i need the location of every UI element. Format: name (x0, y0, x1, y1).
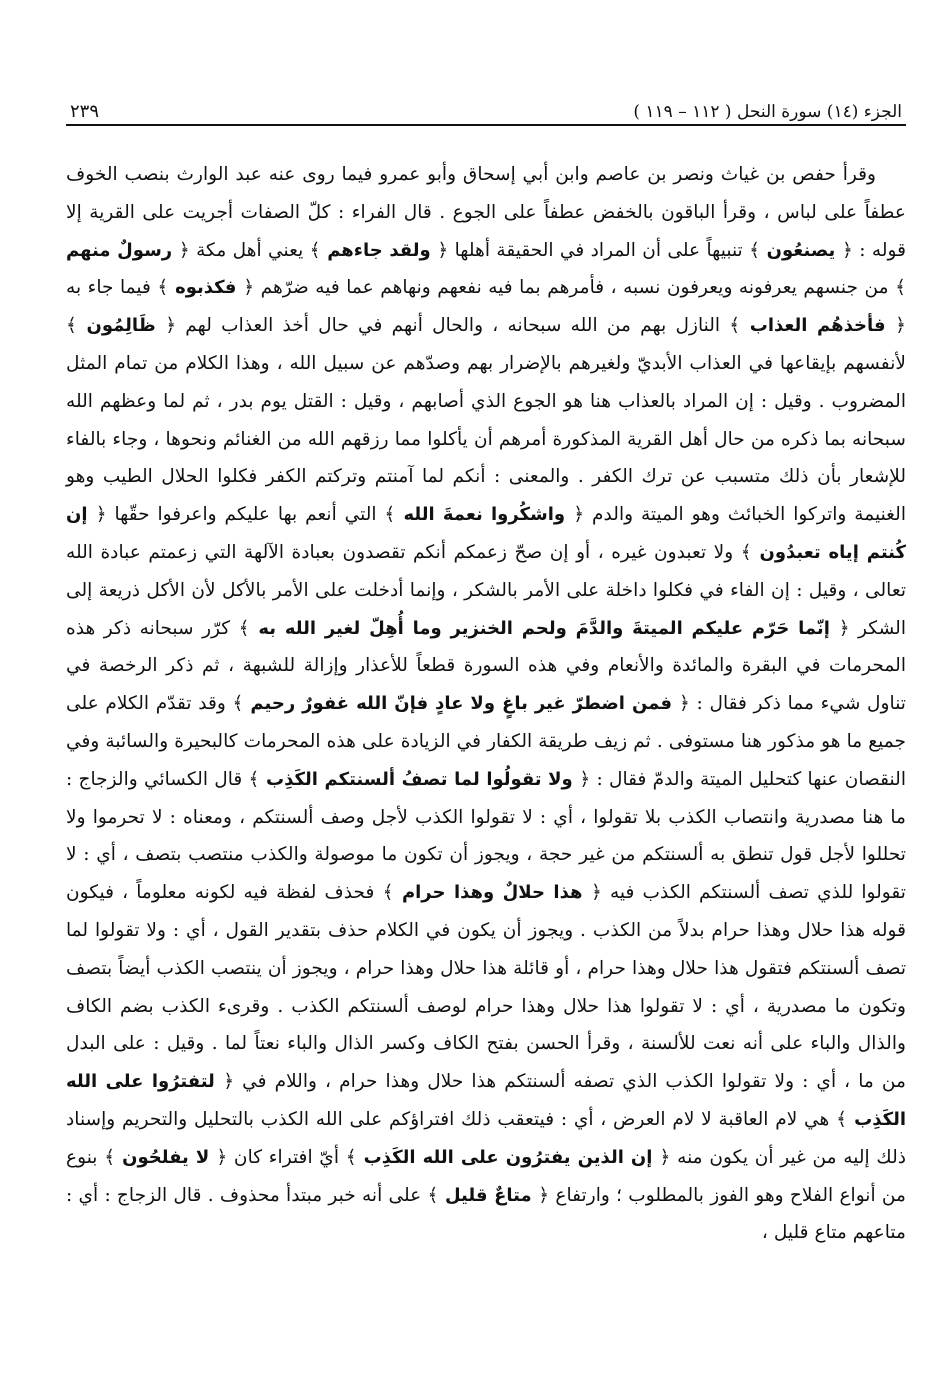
quran-phrase: إن كُنتم إياه تعبدُون (66, 504, 906, 563)
quran-phrase: لا يفلحُون (115, 1146, 217, 1168)
quran-phrase: إنّما حَرّم عليكم الميتةَ والدَّمَ ولحم الخنزير وما أُهِلّ لغير الله به (249, 617, 839, 639)
quran-phrase: ولقد جاءهم (320, 239, 438, 261)
body-text (66, 156, 906, 1252)
quran-phrase: فأخذهُم العذاب (740, 315, 896, 337)
quran-phrase: ولا تقولُوا لما تصفُ ألسنتكم الكَذِب (259, 768, 580, 790)
quran-phrase: فكذبوه (168, 277, 244, 299)
quran-phrase: متاعٌ قليل (438, 1184, 539, 1206)
quran-phrase: هذا حلالٌ وهذا حرام (393, 882, 591, 904)
quran-phrase: يصنعُون (759, 239, 843, 261)
body-paragraph-content: وقرأ حفص بن غياث ونصر بن عاصم وابن أبي إسحاق وأبو عمرو فيما روى عنه عبد الوارث بنصب الخوف عطفاً على لباس ، وقرأ الباقون بالخفض عطفاً على الجوع . قال الفراء : كلّ الصفات أجريت على القرية إلا قوله : ﴿ يصنعُون ﴾ تنبيهاً على أن المراد في الحقيقة أهلها ﴿ ولقد جاءهم ﴾ يعني أهل مكة ﴿ رسولٌ منهم ﴾ من جنسهم يعرفونه ويعرفون نسبه ، فأمرهم بما فيه نفعهم ونهاهم عما فيه ضرّهم ﴿ فكذبوه ﴾ فيما جاء به ﴿ فأخذهُم العذاب ﴾ النازل بهم من الله سبحانه ، والحال أنهم في حال أخذ العذاب لهم ﴿ ظَالِمُون ﴾ لأنفسهم بإيقاعها في العذاب الأبديّ ولغيرهم بالإضرار بهم وصدّهم عن سبيل الله ، وهذا الكلام من تمام المثل المضروب . وقيل : إن المراد بالعذاب هنا هو الجوع الذي أصابهم ، وقيل : القتل يوم بدر ، ثم لما وعظهم الله سبحانه بما ذكره من حال أهل القرية المذكورة أمرهم أن يأكلوا مما رزقهم الله من الغنائم ونحوها ، وجاء بالفاء للإشعار بأن ذلك متسبب عن ترك الكفر . والمعنى : أنكم لما آمنتم وتركتم الكفر فكلوا الحلال الطيب وهو الغنيمة واتركوا الخبائث وهو الميتة والدم ﴿ واشكُروا نعمةَ الله ﴾ التي أنعم بها عليكم واعرفوا حقّها ﴿ إن كُنتم إياه تعبدُون ﴾ ولا تعبدون غيره ، أو إن صحّ زعمكم أنكم تقصدون بعبادة الآلهة التي زعمتم عبادة الله تعالى ، وقيل : إن الفاء في فكلوا داخلة على الأمر بالشكر ، وإنما أدخلت على الأمر بالأكل لأن الأكل ذريعة إلى الشكر ﴿ إنّما حَرّم عليكم الميتةَ والدَّمَ ولحم الخنزير وما أُهِلّ لغير الله به ﴾ كرّر سبحانه ذكر هذه المحرمات في البقرة والمائدة والأنعام وفي هذه السورة قطعاً للأعذار وإزالة للشبهة ، ثم ذكر الرخصة في تناول شيء مما ذكر فقال : ﴿ فمن اضطرّ غير باغٍ ولا عادٍ فإنّ الله غفورٌ رحيم ﴾ وقد تقدّم الكلام على جميع ما هو مذكور هنا مستوفى . ثم زيف طريقة الكفار في الزيادة على هذه المحرمات كالبحيرة والسائبة وفي النقصان عنها كتحليل الميتة والدمّ فقال : ﴿ ولا تقولُوا لما تصفُ ألسنتكم الكَذِب ﴾ قال الكسائي والزجاج : ما هنا مصدرية وانتصاب الكذب بلا تقولوا ، أي : لا تقولوا الكذب لأجل وصف ألسنتكم ، ومعناه : لا تحرموا ولا تحللوا لأجل قول تنطق به ألسنتكم من غير حجة ، ويجوز أن تكون ما موصولة والكذب منتصب بتصف ، أي : لا تقولوا للذي تصف ألسنتكم الكذب فيه ﴿ هذا حلالٌ وهذا حرام ﴾ فحذف لفظة فيه لكونه معلوماً ، فيكون قوله هذا حلال وهذا حرام بدلاً من الكذب . ويجوز أن يكون في الكلام حذف بتقدير القول ، أي : ولا تقولوا لما تصف ألسنتكم فتقول هذا حلال وهذا حرام ، أو قائلة هذا حلال وهذا حرام ، ويجوز أن ينتصب الكذب أيضاً بتصف وتكون ما مصدرية ، أي : لا تقولوا هذا حلال وهذا حرام لوصف ألسنتكم الكذب . وقرىء الكذب بضم الكاف والذال والباء على أنه نعت للألسنة ، وقرأ الحسن بفتح الكاف وكسر الذال والباء نعتاً لما . وقيل : على البدل من ما ، أي : ولا تقولوا الكذب الذي تصفه ألسنتكم هذا حلال وهذا حرام ، واللام في ﴿ لتفترُوا على الله الكَذِب ﴾ هي لام العاقبة لا لام العرض ، أي : فيتعقب ذلك افتراؤكم على الله الكذب بالتحليل والتحريم وإسناد ذلك إليه من غير أن يكون منه ﴿ إن الذين يفترُون على الله الكَذِب ﴾ أيّ افتراء كان ﴿ لا يفلحُون ﴾ بنوع من أنواع الفلاح وهو الفوز بالمطلوب ؛ وارتفاع ﴿ متاعٌ قليل ﴾ على أنه خبر مبتدأ محذوف . قال الزجاج : أي : متاعهم متاع قليل ، (66, 164, 907, 1244)
quran-phrase: ظَالِمُون (76, 315, 166, 337)
quran-phrase: لتفترُوا على الله الكَذِب (66, 1071, 906, 1130)
quran-phrase: واشكُروا نعمةَ الله (395, 504, 574, 526)
quran-phrase: فمن اضطرّ غير باغٍ ولا عادٍ فإنّ الله غفورٌ رحيم (243, 693, 679, 715)
header-divider (66, 124, 906, 126)
body-paragraph (66, 156, 906, 1252)
page-header (70, 88, 902, 122)
quran-phrase: إن الذين يفترُون على الله الكَذِب (356, 1146, 660, 1168)
quran-phrase: رسولٌ منهم (66, 239, 179, 261)
running-title: الجزء (١٤) سورة النحل ( ١١٢ – ١١٩ ) (633, 102, 902, 122)
page-number: ٢٣٩ (70, 101, 100, 122)
